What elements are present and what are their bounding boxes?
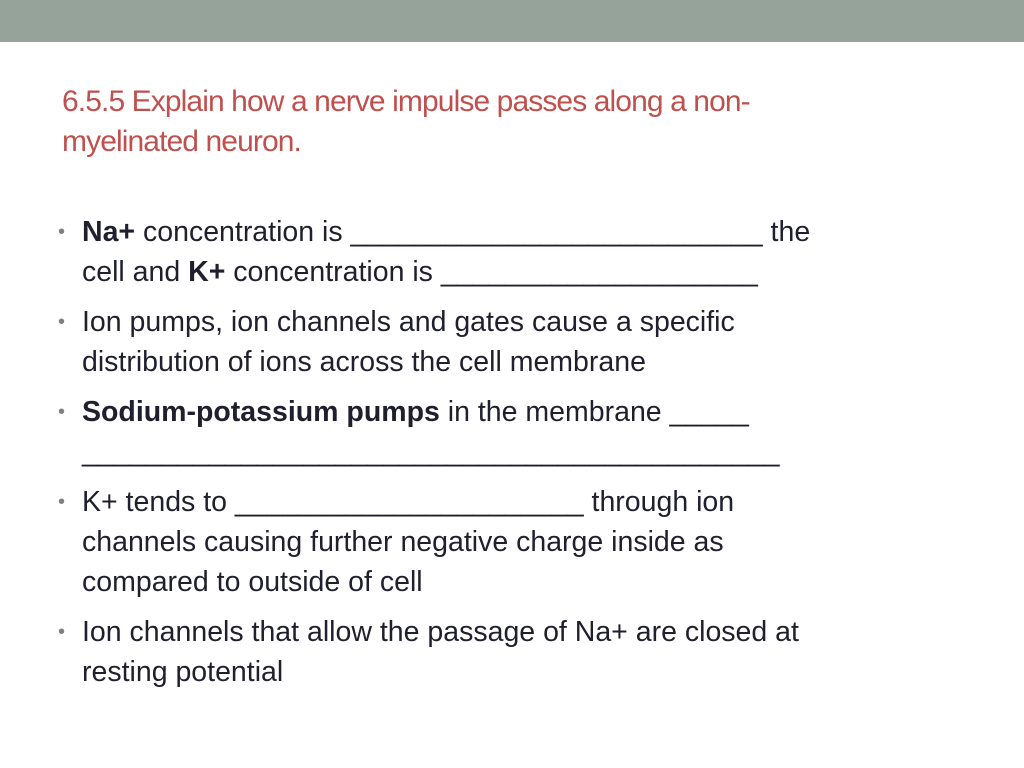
bullet-line: resting potential: [82, 656, 284, 688]
bullet-line: [82, 392, 958, 432]
bullet-line: • Ion pumps, ion channels and gates cause a specific: [82, 306, 735, 338]
bullet-ion-pumps: [58, 302, 958, 382]
bullet-text: concentration is __________________________ the: [135, 216, 811, 248]
bullet-ion-channels-closed: [58, 612, 958, 692]
bullet-sodium-potassium-pumps: [58, 392, 958, 472]
bullet-line: • K+ tends to ______________________ through ion: [82, 486, 735, 518]
bullet-k-tends-to: [58, 482, 958, 602]
bullet-line: distribution of ions across the cell membrane: [82, 346, 646, 378]
bullet-line: channels causing further negative charge inside as: [82, 526, 724, 558]
bullet-text: cell and: [82, 256, 189, 288]
bullet-line: compared to outside of cell: [82, 566, 423, 598]
slide-title: [62, 82, 962, 162]
bullet-text: in the membrane _____: [439, 396, 749, 428]
bold-term-pumps: Sodium-potassium pumps: [82, 396, 440, 428]
bullet-line: ____________________________________________: [82, 436, 780, 468]
bullet-line: [82, 212, 958, 252]
bold-term-na: Na+: [82, 216, 136, 248]
bullet-line: • Ion channels that allow the passage of Na+ are closed at: [82, 616, 799, 648]
slide-title-line-2: myelinated neuron.: [62, 125, 301, 158]
header-bar: [0, 0, 1024, 42]
bold-term-k: K+: [188, 256, 226, 288]
bullet-text: concentration is ____________________: [225, 256, 758, 288]
bullet-line: [82, 252, 958, 292]
bullet-list: [58, 212, 958, 702]
slide-title-line-1: 6.5.5 Explain how a nerve impulse passes along a non-: [62, 85, 750, 118]
bullet-na-k-concentration: [58, 212, 958, 292]
